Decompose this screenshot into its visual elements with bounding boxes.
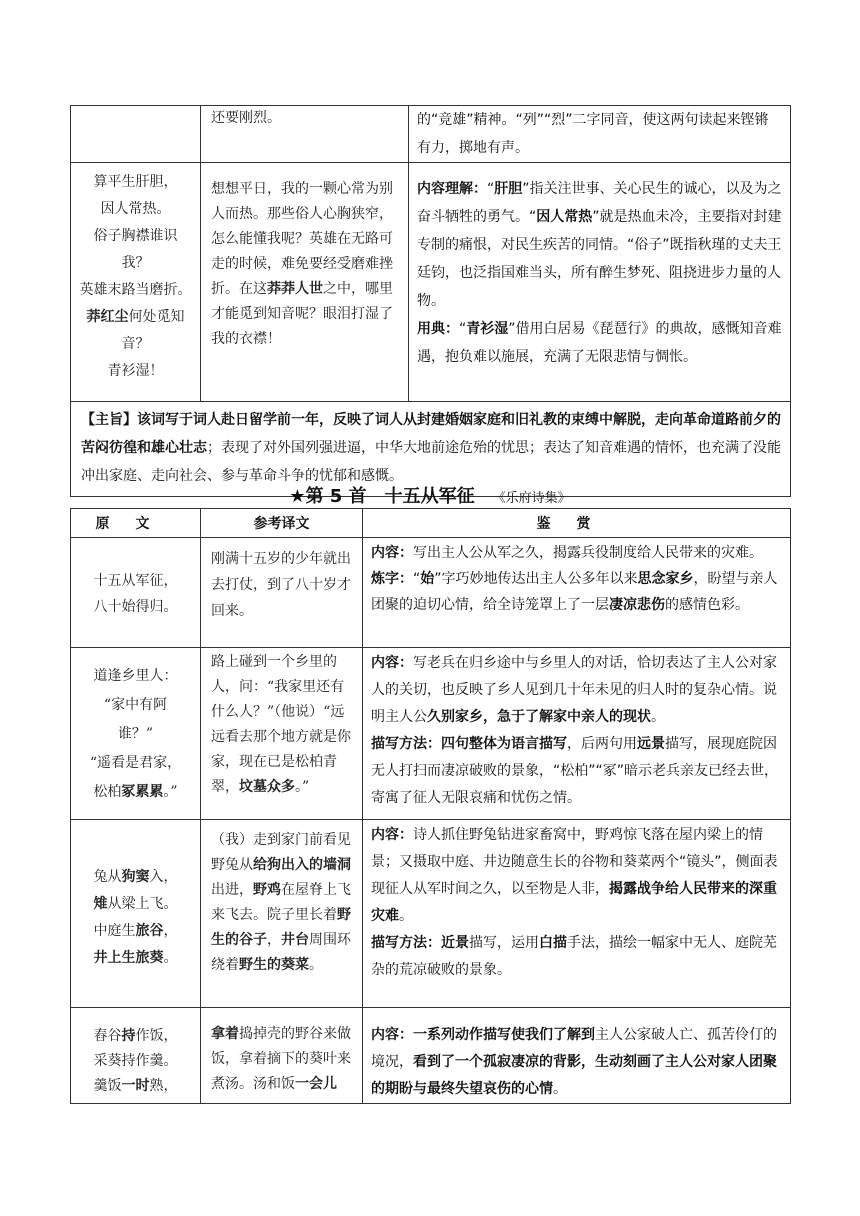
text-run: 雉 xyxy=(93,896,108,912)
text-run: “ xyxy=(413,571,421,587)
text-run: 的“竞雄”精神。“列”“烈”二字同音，使这两句读起来铿锵有力，掷地有声。 xyxy=(417,112,769,156)
text-run: 中庭生 xyxy=(93,923,136,939)
text-run: 近景 xyxy=(441,935,469,951)
text-run: 野鸡 xyxy=(253,882,281,898)
text-run: 坟墓众多 xyxy=(239,779,295,795)
text-run: 一系列动作描写使我们了解到 xyxy=(413,1027,595,1043)
text-run: “ xyxy=(487,181,495,197)
appreciation-cell xyxy=(363,1008,791,1104)
text-run: 凄凉悲伤 xyxy=(609,597,665,613)
text-run: 入， xyxy=(149,869,178,885)
text-run: 。 xyxy=(399,908,413,924)
table-row xyxy=(71,648,791,820)
poem-line xyxy=(71,720,200,749)
text-run: 一时 xyxy=(121,1078,150,1094)
text-run: 远景 xyxy=(637,736,665,752)
text-run: 久别家乡，急于了解家中亲人的现状 xyxy=(427,709,651,725)
text-run: 作饭， xyxy=(135,1028,178,1044)
text-run: 莽莽人世 xyxy=(267,281,323,297)
text-run: ”借用白居易《琵琶行》的典故，感慨知音难遇，抱负难以施展，充满了无限悲情与惆怅。 xyxy=(417,321,782,365)
text-run: 主人公家破人亡、孤苦伶仃的境况， xyxy=(371,1027,777,1070)
poem-line xyxy=(71,304,200,331)
text-run: ”指关注世事、关心民生的诚心，以及为之奋斗牺牲的勇气。“ xyxy=(417,181,782,225)
poem-line xyxy=(71,250,200,277)
text-run: 捣掉壳的野谷来做饭，拿着摘下的葵叶来煮汤。汤和饭 xyxy=(211,1026,351,1092)
table-row xyxy=(71,163,791,402)
text-run: 兔从 xyxy=(93,869,122,885)
translation-text: 还要刚烈。 xyxy=(211,110,281,126)
text-run: 路上碰到一个乡里的人，问：“我家里还有什么人？”（他说）“远远看去那个地方就是你家，现在已是松柏青翠， xyxy=(211,654,351,795)
text-run: ， xyxy=(267,932,281,948)
appreciation-cell xyxy=(409,163,791,402)
section-title xyxy=(0,482,860,508)
text-run: 揭露战争给人民带来的深重灾难 xyxy=(371,881,777,924)
poem-line xyxy=(71,169,200,196)
text-run: 旅谷 xyxy=(135,923,164,939)
poem-line xyxy=(71,358,200,385)
text-run: 井台 xyxy=(281,932,309,948)
poem-line xyxy=(71,277,200,304)
text-run: ，盼望与亲人团聚的迫切心情，给全诗笼罩上了一层 xyxy=(371,571,778,613)
poem-line xyxy=(71,594,200,620)
text-run: “家中有阿 xyxy=(103,697,168,713)
translation-cell xyxy=(201,820,363,1008)
text-run: 之中，哪里才能觅到知音呢？眼泪打湿了我的衣襟！ xyxy=(211,281,393,347)
text-run: 出进， xyxy=(211,882,253,898)
poem-line xyxy=(71,1049,200,1074)
text-run: 【主旨】该词写于词人赴日留学前一年，反映了词人从封建婚姻家庭和旧礼教的束缚中解脱，走向革命道路前夕的苦闷彷徨和 xyxy=(81,412,781,456)
text-run: 写出主人公从军之久，揭露兵役制度给人民带来的灾难。 xyxy=(413,545,763,561)
text-run: 。” xyxy=(295,779,310,795)
translation-cell xyxy=(201,538,363,648)
text-run: 何处觅知 xyxy=(128,309,185,325)
text-run: 内容： xyxy=(371,827,413,843)
text-run: 十五从军征， xyxy=(93,573,178,589)
text-run: 。 xyxy=(309,957,323,973)
text-run: 看到了一个孤寂凄凉的背影，生动刻画了主人公对家人团聚的期盼与最终失望哀伤的心情 xyxy=(371,1054,777,1097)
appreciation-cell xyxy=(409,106,791,163)
text-run: “遥看是君家， xyxy=(89,755,182,771)
original-cell xyxy=(71,106,201,163)
appreciation-cell xyxy=(363,648,791,820)
poem-line xyxy=(71,691,200,720)
text-run: 的感情色彩。 xyxy=(665,597,749,613)
table-header-row xyxy=(71,509,791,538)
text-run: 想想平日，我的一颗心常为别人而热。那些俗人心胸狭窄，怎么能懂我呢？英雄在无路可走的时候，难免要经受磨难挫折。在这 xyxy=(211,181,393,297)
poem-line xyxy=(71,568,200,594)
text-run: 因人常热。 xyxy=(100,201,171,217)
text-run: 内容理解： xyxy=(417,181,487,197)
poem-table xyxy=(70,508,791,1104)
text-run: 舂谷 xyxy=(93,1028,122,1044)
section-source: 《乐府诗集》 xyxy=(492,491,571,506)
text-run: 描写，展现庭院因无人打扫而凄凉破败的景象，“松柏”“冢”暗示老兵亲友已经去世，寄寓了征人无限哀痛和忧伤之情。 xyxy=(371,736,779,806)
text-run: 思念家乡 xyxy=(637,571,694,587)
text-run: 青衫湿 xyxy=(466,321,509,337)
text-run: 持 xyxy=(121,1028,136,1044)
text-run: 青衫湿！ xyxy=(107,363,164,379)
poem-table-continued xyxy=(70,105,791,497)
text-run: ”字巧妙地传达出主人公多年以来 xyxy=(434,571,638,587)
text-run: ”就是热血未冷，主要指对封建专制的痛恨，对民生疾苦的同情。“俗子”既指秋瑾的丈夫王廷钧，也泛指国难当头，所有醉生梦死、阻挠进步力量的人物。 xyxy=(417,209,782,309)
text-run: 英雄末路当磨折。 xyxy=(79,282,192,298)
poem-line xyxy=(71,945,200,972)
text-run: 。 xyxy=(553,1081,567,1097)
text-run: ， xyxy=(163,923,178,939)
text-run: 野生的葵菜 xyxy=(239,957,309,973)
text-run: 雄心壮志 xyxy=(151,440,207,456)
text-run: 一会儿 xyxy=(295,1076,337,1092)
poem-line xyxy=(71,196,200,223)
original-cell xyxy=(71,538,201,648)
text-run: ；表现了对外国列强进逼，中华大地前途危殆的忧思；表达了知音难遇的情怀，也充满了没能冲出家庭、走向社会、参与革命斗争的忧郁和感慨。 xyxy=(81,440,781,484)
header-translation: 参考译文 xyxy=(201,509,363,538)
poem-line xyxy=(71,891,200,918)
header-original: 原文 xyxy=(71,509,201,538)
text-run: 内容： xyxy=(371,545,413,561)
text-run: 周围环绕着 xyxy=(211,932,351,973)
poem-line xyxy=(71,918,200,945)
poem-line xyxy=(71,778,200,807)
text-run: 炼字： xyxy=(371,571,413,587)
text-run: 因人常热 xyxy=(536,209,593,225)
appreciation-cell xyxy=(363,820,791,1008)
paragraph xyxy=(417,106,782,162)
section-title-text: ★第 5 首 十五从军征 xyxy=(289,486,475,507)
paragraph xyxy=(371,566,782,618)
paragraph xyxy=(371,731,782,812)
paragraph xyxy=(371,540,782,566)
text-run: 。 xyxy=(651,709,665,725)
text-run: 松柏 xyxy=(93,784,122,800)
text-run: 道逢乡里人： xyxy=(93,668,178,684)
text-run: 野生的谷子 xyxy=(211,907,351,948)
paragraph xyxy=(371,650,782,731)
paragraph xyxy=(371,822,782,930)
text-run: 狗窦 xyxy=(121,869,150,885)
text-run: 我？ xyxy=(121,255,150,271)
text-run: 写老兵在归乡途中与乡里人的对话，恰切表达了主人公对家人的关切，也反映了乡人见到几十年未见的归人时的复杂心情。说明主人公 xyxy=(371,655,777,725)
table-row xyxy=(71,106,791,163)
text-run: 用典： xyxy=(417,321,459,337)
poem-line xyxy=(71,331,200,358)
translation-cell xyxy=(201,648,363,820)
original-cell xyxy=(71,648,201,820)
text-run: 冢累累 xyxy=(121,784,164,800)
text-run: 熟， xyxy=(149,1078,178,1094)
poem-line xyxy=(71,1074,200,1099)
text-run: 给狗出入的墙洞 xyxy=(253,857,351,873)
text-run: 描写方法：四句整体为语言描写 xyxy=(371,736,567,752)
paragraph xyxy=(417,175,782,315)
original-cell xyxy=(71,1008,201,1104)
original-cell xyxy=(71,820,201,1008)
table-row xyxy=(71,820,791,1008)
paragraph xyxy=(417,315,782,371)
text-run: 诗人抓住野兔钻进家畜窝中，野鸡惊飞落在屋内梁上的情景；又摄取中庭、井边随意生长的谷物和葵菜两个“镜头”，侧面表现征人从军时间之久，以至物是人非， xyxy=(371,827,778,897)
text-run: 从梁上飞。 xyxy=(107,896,178,912)
text-run: 旅葵 xyxy=(135,950,164,966)
translation-cell xyxy=(201,1008,363,1104)
paragraph xyxy=(371,930,782,984)
poem-line xyxy=(71,749,200,778)
text-run: 白描 xyxy=(539,935,567,951)
text-run: 始 xyxy=(420,571,435,587)
text-run: 刚满十五岁的少年就出去打仗，到了八十岁才回来。 xyxy=(211,551,351,619)
text-run: “ xyxy=(459,321,467,337)
text-run: 音？ xyxy=(121,336,150,352)
text-run: 羹饭 xyxy=(93,1078,122,1094)
appreciation-cell xyxy=(363,538,791,648)
text-run: 肝胆 xyxy=(494,181,523,197)
text-run: （我）走到家门前看见野兔从 xyxy=(211,832,351,873)
text-run: 手法，描绘一幅家中无人、庭院芜杂的荒凉破败的景象。 xyxy=(371,935,777,978)
text-run: 八十始得归。 xyxy=(93,599,178,615)
text-run: 。 xyxy=(163,950,178,966)
table-row xyxy=(71,538,791,648)
text-run: 俗子胸襟谁识 xyxy=(93,228,178,244)
translation-cell xyxy=(201,106,409,163)
translation-cell xyxy=(201,163,409,402)
text-run: 采葵持作羹。 xyxy=(93,1053,178,1069)
paragraph xyxy=(371,1022,782,1103)
poem-line xyxy=(71,223,200,250)
text-run: 井上生 xyxy=(93,950,136,966)
poem-line xyxy=(71,864,200,891)
text-run: ，后两句用 xyxy=(567,736,637,752)
header-appreciation: 鉴赏 xyxy=(363,509,791,538)
text-run: 内容： xyxy=(371,1027,413,1043)
text-run: 莽红尘 xyxy=(86,309,129,325)
text-run: 拿着 xyxy=(211,1026,239,1042)
text-run: 描写，运用 xyxy=(469,935,539,951)
poem-line xyxy=(71,1024,200,1049)
text-run: 算平生肝胆， xyxy=(93,174,178,190)
text-run: 内容： xyxy=(371,655,413,671)
text-run: 描写方法： xyxy=(371,935,441,951)
poem-line xyxy=(71,662,200,691)
table-row xyxy=(71,1008,791,1104)
text-run: 在屋脊上飞来飞去。院子里长着 xyxy=(211,882,351,923)
text-run: 谁？” xyxy=(117,726,154,742)
original-cell xyxy=(71,163,201,402)
text-run: 。” xyxy=(163,784,178,800)
